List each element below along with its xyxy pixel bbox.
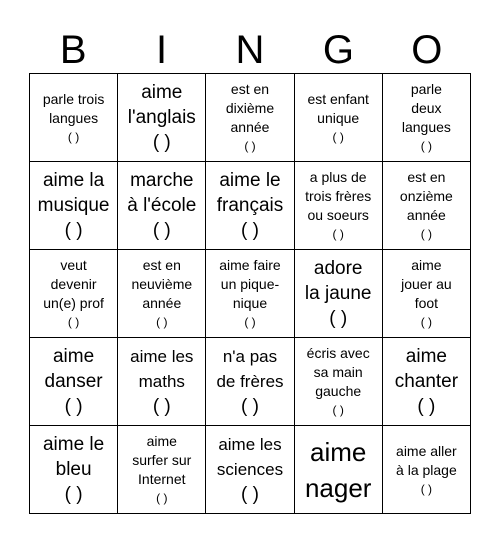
header-letter-i: I [156, 28, 168, 72]
bingo-cell[interactable] [118, 162, 206, 250]
bingo-cell[interactable] [383, 426, 471, 514]
cell-text: marche à l'école [127, 170, 197, 216]
bingo-cell[interactable] [118, 74, 206, 162]
cell-checkbox[interactable]: ( ) [420, 315, 433, 329]
bingo-header [29, 26, 471, 74]
bingo-cell[interactable] [30, 426, 118, 514]
bingo-cell[interactable] [206, 74, 294, 162]
bingo-cell[interactable] [295, 162, 383, 250]
bingo-cell[interactable] [30, 74, 118, 162]
cell-checkbox[interactable]: ( ) [152, 220, 171, 241]
bingo-cell[interactable] [295, 250, 383, 338]
cell-checkbox[interactable]: ( ) [156, 491, 168, 505]
bingo-cell-free[interactable] [295, 426, 383, 514]
cell-checkbox[interactable]: ( ) [156, 315, 168, 329]
cell-checkbox[interactable]: ( ) [244, 139, 256, 153]
bingo-cell[interactable] [383, 338, 471, 426]
cell-text: aime surfer sur Internet [132, 433, 192, 487]
cell-checkbox[interactable]: ( ) [64, 484, 83, 505]
cell-checkbox[interactable]: ( ) [417, 396, 436, 417]
cell-text: aime l'anglais [127, 82, 196, 128]
cell-text: n'a pas de frères [216, 347, 284, 391]
cell-text: aime aller à la plage [396, 442, 457, 478]
bingo-cell[interactable] [206, 162, 294, 250]
bingo-cell[interactable] [118, 250, 206, 338]
bingo-cell[interactable] [206, 426, 294, 514]
cell-text: veut devenir un(e) prof [43, 257, 104, 311]
bingo-grid [29, 73, 471, 514]
cell-checkbox[interactable]: ( ) [332, 129, 344, 144]
cell-checkbox[interactable]: ( ) [241, 484, 259, 505]
cell-checkbox[interactable]: ( ) [241, 220, 259, 241]
cell-text: est en onzième année [399, 169, 453, 223]
cell-checkbox[interactable]: ( ) [329, 308, 348, 329]
cell-checkbox[interactable]: ( ) [67, 129, 80, 144]
cell-text: aime nager [304, 436, 372, 503]
cell-text: aime les sciences [216, 435, 284, 479]
cell-text: est en dixième année [225, 81, 275, 135]
cell-checkbox[interactable]: ( ) [241, 396, 259, 417]
cell-text: est enfant unique [307, 90, 369, 126]
bingo-cell[interactable] [118, 426, 206, 514]
bingo-cell[interactable] [383, 74, 471, 162]
bingo-cell[interactable] [383, 162, 471, 250]
bingo-cell[interactable] [30, 250, 118, 338]
cell-checkbox[interactable]: ( ) [244, 315, 256, 329]
cell-text: parle deux langues [401, 81, 451, 135]
header-letter-n: N [235, 28, 265, 72]
header-letter-o: O [411, 28, 443, 72]
header-letter-g: G [322, 28, 354, 72]
bingo-cell[interactable] [295, 338, 383, 426]
cell-checkbox[interactable]: ( ) [332, 227, 344, 241]
bingo-cell[interactable] [383, 250, 471, 338]
cell-text: aime le français [216, 170, 284, 216]
cell-text: écris avec sa main gauche [306, 345, 370, 399]
cell-text: parle trois langues [42, 90, 105, 126]
cell-text: aime la musique [37, 170, 110, 216]
cell-checkbox[interactable]: ( ) [67, 315, 80, 329]
cell-text: aime jouer au foot [401, 257, 452, 311]
cell-text: adore la jaune [304, 258, 372, 304]
cell-checkbox[interactable]: ( ) [152, 132, 171, 153]
cell-text: est en neuvième année [131, 257, 193, 311]
cell-text: aime faire un pique- nique [219, 257, 281, 311]
bingo-cell[interactable] [30, 162, 118, 250]
bingo-cell[interactable] [30, 338, 118, 426]
bingo-cell[interactable] [206, 250, 294, 338]
bingo-cell[interactable] [295, 74, 383, 162]
cell-checkbox[interactable]: ( ) [420, 139, 433, 153]
cell-text: aime chanter [394, 346, 459, 392]
cell-checkbox[interactable]: ( ) [420, 227, 433, 241]
cell-text: aime danser [44, 346, 103, 392]
cell-text: aime les maths [130, 347, 194, 391]
cell-checkbox[interactable]: ( ) [64, 396, 83, 417]
cell-text: a plus de trois frères ou soeurs [305, 169, 372, 223]
bingo-cell[interactable] [118, 338, 206, 426]
bingo-cell[interactable] [206, 338, 294, 426]
cell-text: aime le bleu [42, 434, 105, 480]
cell-checkbox[interactable]: ( ) [332, 403, 344, 417]
cell-checkbox[interactable]: ( ) [152, 396, 171, 417]
cell-checkbox[interactable]: ( ) [64, 220, 83, 241]
cell-checkbox[interactable]: ( ) [420, 481, 433, 496]
header-letter-b: B [59, 28, 87, 72]
